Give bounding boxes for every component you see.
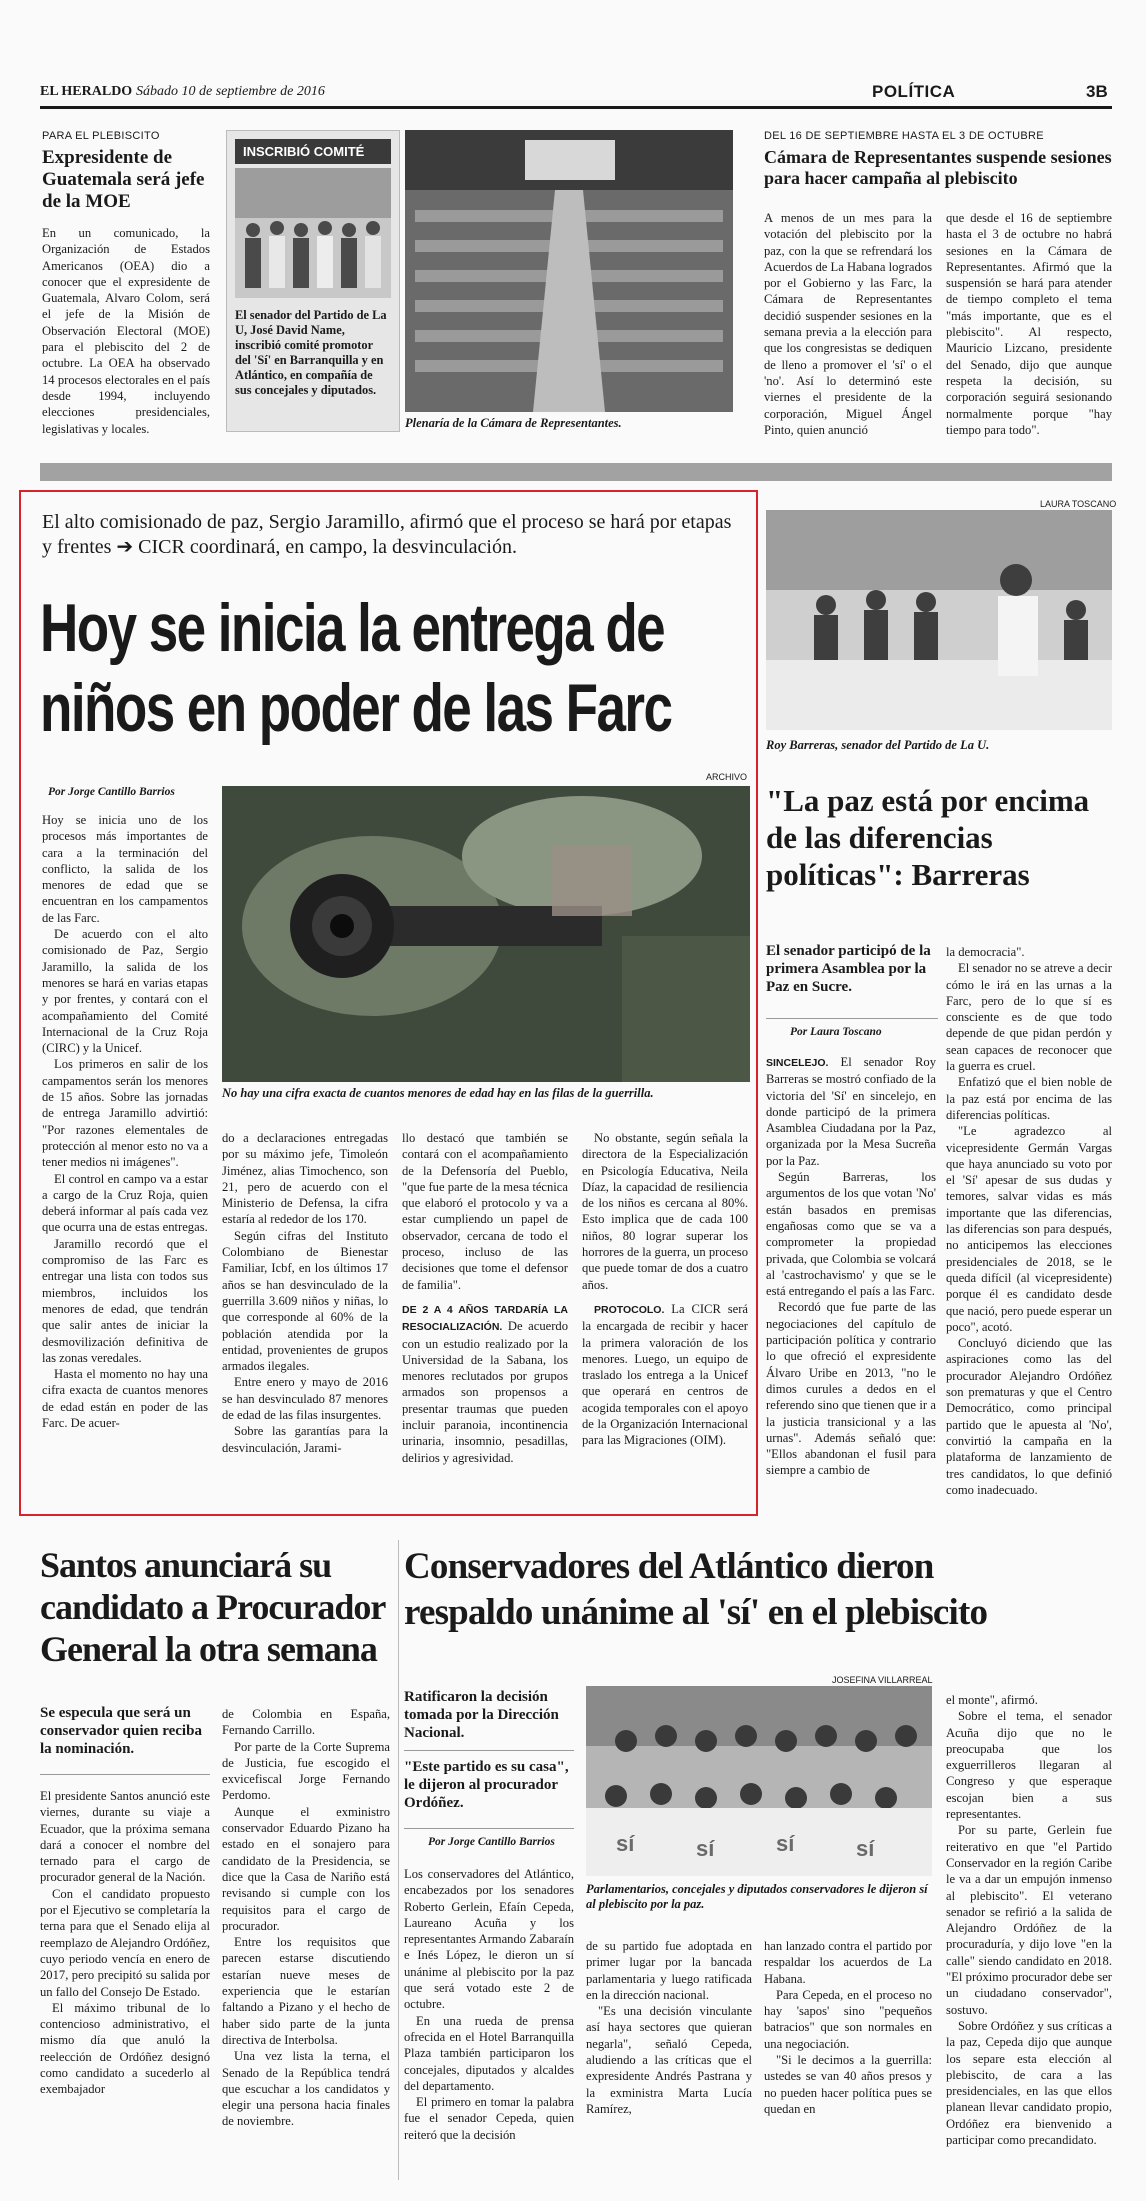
barreras-col1 xyxy=(766,1054,936,1479)
conservadores-col1 xyxy=(404,1866,574,2143)
main-col2-p4: Sobre las garantías para la desvinculación, Jarami- xyxy=(222,1424,388,1455)
main-col2-p2: Según cifras del Instituto Colombiano de Bienestar Familiar, Icbf, en los últimos 17 años se han desvinculado de la guerrilla 3.609 niños y niñas, lo que corresponde al 60% de la población atendida por la entidad, provenientes de grupos armados ilegales. xyxy=(222,1228,388,1374)
conservadores-photo-caption: Parlamentarios, concejales y diputados conservadores le dijeron sí al plebiscito por la paz. xyxy=(586,1882,928,1911)
page-number: 3B xyxy=(1086,82,1108,101)
conservadores-headline-line2: respaldo unánime al 'sí' en el plebiscito xyxy=(404,1592,988,1633)
story-camara xyxy=(764,130,1112,437)
santos-headline: Santos anunciará su candidato a Procurador General la otra semana xyxy=(40,1545,385,1669)
barreras-col2-p4: "Le agradezco al vicepresidente Germán Vargas que haya anunciado su voto por el 'Sí' apesar de sus dudas y temores, salvar vidas es más importante que las diferencias, las diferencias son para después, no anticipemos las elecciones presidenciales de 2018, se le queda difícil (al vicepresidente) porque él es candidato desde que nació, pero puede esperar un poco", acotó. xyxy=(946,1124,1112,1334)
camara-col1: A menos de un mes para la votación del plebiscito por la paz, con la que se refrendará los Acuerdos de La Habana logrados por el Gobierno y las Farc, la Cámara de Representantes decidió suspender sesiones en la semana previa a la elección para que los congresistas se dediquen de lleno a promover el 'sí' o el 'no'. Así lo determinó este viernes el presidente de la corporación, Miguel Ángel Pinto, quien anunció xyxy=(764,211,932,437)
conservadores-col3-p3: "Si le decimos a la guerrilla: ustedes se van 40 años presos y no pueden hacer política pues se quedan en xyxy=(764,2053,932,2116)
conservadores-col4-p4: Sobre Ordóñez y sus críticas a la paz, Cepeda dijo que aunque los separe esta elección al plebiscito, de cara a las presidenciales, en las que ellos planean llevar candidato propio, Ordóñez era bienvenido a participar como precandidato. xyxy=(946,2018,1112,2148)
santos-subhead-rule xyxy=(40,1774,210,1775)
conservadores-quote: "Este partido es su casa", le dijeron al procurador Ordóñez. xyxy=(404,1759,569,1811)
main-col4-subhead: PROTOCOLO. xyxy=(594,1303,665,1316)
conservadores-photo xyxy=(586,1686,932,1876)
main-col1-p3: Los primeros en salir de los campamentos serán los menores de 15 años. Sobre las jornadas de entrega Jaramillo advirtió: "Por razones elementales de protección al menor esto no va a tener medios ni imágenes". xyxy=(42,1057,208,1170)
barreras-col1-p2: Según Barreras, los argumentos de los que votan 'No' están basados en premisas engañosas como que se va a comprometer la propiedad privada, que Colombia se volcará al 'castrochavismo' y que se le está entregando el país a las Farc. xyxy=(766,1170,936,1299)
barreras-col2-p1: la democracia". xyxy=(946,945,1025,959)
camara-col2: que desde el 16 de septiembre hasta el 3 de octubre no habrá sesiones en la Cámara de Representantes. Afirmó que la suspensión se hará para atender de tiempo completo el tema "más importante, que es el plebiscito". Al respecto, Mauricio Lizcano, presidente del Senado, dijo que aunque respeta la decisión, su corporación seguirá sesionando normalmente porque "hay tiempo para todo". xyxy=(946,211,1112,437)
main-col1 xyxy=(42,812,208,1431)
brief-body: En un comunicado, la Organización de Estados Americanos (OEA) dio a conocer que el expresidente de Guatemala, Alvaro Colom, será el jefe de la Misión de Observación Electoral (MOE) para el plebiscito del 2 de octubre. La OEA ha observado 14 procesos electorales en el país desde 1994, incluyendo elecciones presidenciales, legislativas y locales. xyxy=(42,226,210,436)
santos-col2-p2: Por parte de la Corte Suprema de Justicia, fue escogido el exvicefiscal Jorge Fernando Perdomo. xyxy=(222,1739,390,1803)
main-headline xyxy=(40,588,740,758)
conservadores-col1-p3: El primero en tomar la palabra fue el senador Cepeda, quien reiteró que la decisión xyxy=(404,2095,574,2142)
main-photo-caption: No hay una cifra exacta de cuantos menores de edad hay en las filas de la guerrilla. xyxy=(222,1086,654,1100)
santos-col1-p3: El máximo tribunal de lo contencioso administrativo, el mismo día que anuló la reelección de Ordóñez designó como candidato a sucederlo al exembajador xyxy=(40,2000,210,2097)
conservadores-col4-p2: Sobre el tema, el senador Acuña dijo que no le preocupaba que los exguerrilleros llegaran al Congreso y que esperaque escojan bien a sus representantes. xyxy=(946,1709,1112,1822)
main-headline-line1: Hoy se inicia la entrega de xyxy=(40,590,665,666)
santos-subhead: Se especula que será un conservador quien reciba la nominación. xyxy=(40,1705,202,1757)
conservadores-subhead-rule xyxy=(404,1750,574,1751)
conservadores-col3-p1: han lanzado contra el partido por respaldar los acuerdos de La Habana. xyxy=(764,1939,932,1986)
main-photo-credit: ARCHIVO xyxy=(706,772,748,782)
inscribio-box xyxy=(226,130,400,432)
main-headline-line2: niños en poder de las Farc xyxy=(40,670,672,746)
column-divider xyxy=(398,1540,399,2180)
conservadores-quote-rule xyxy=(404,1828,574,1829)
main-col2 xyxy=(222,1130,388,1456)
barreras-col2-p3: Enfatizó que el bien noble de la paz está por encima de las diferencias políticas. xyxy=(946,1075,1112,1122)
santos-col1-p1: El presidente Santos anunció este viernes, durante su viaje a Ecuador, que la próxima semana dará a conocer el nombre del ternado para el cargo de procurador general de la Nación. xyxy=(40,1789,210,1885)
camara-kicker: DEL 16 DE SEPTIEMBRE HASTA EL 3 DE OCTUBRE xyxy=(764,130,1044,142)
plenaria-caption: Plenaría de la Cámara de Representantes. xyxy=(405,416,622,430)
main-col1-p2: De acuerdo con el alto comisionado de Paz, Sergio Jaramillo, la salida de los menores se hará en varias etapas y por frentes, y contará con el acompañamiento del Comité Internacional de la Cruz Roja (CIRC) y la Unicef. xyxy=(42,927,208,1056)
main-col3 xyxy=(402,1130,568,1466)
conservadores-subhead: Ratificaron la decisión tomada por la Dirección Nacional. xyxy=(404,1689,559,1741)
main-byline: Por Jorge Cantillo Barrios xyxy=(48,786,175,798)
barreras-col2 xyxy=(946,944,1112,1498)
conservadores-col2-p1: de su partido fue adoptada en primer lugar por la bancada parlamentaria y luego ratificada en la dirección nacional. xyxy=(586,1939,752,2002)
svg-text:sí: sí xyxy=(696,1836,715,1861)
barreras-col2-p2: El senador no se atreve a decir cómo le irá en las urnas a la Farc, pero de lo que sí es consciente es de que todo depende de que pidan perdón y sean capaces de reconocer que la guerra es cruel. xyxy=(946,961,1112,1074)
barreras-subhead: El senador participó de la primera Asamblea por la Paz en Sucre. xyxy=(766,943,931,995)
main-col3-subhead: DE 2 A 4 AÑOS TARDARÍA LA RESOCIALIZACIÓN. xyxy=(402,1303,568,1334)
inscribio-caption: El senador del Partido de La U, José David Name, inscribió comité promotor del 'Sí' en Barranquilla y en Atlántico, en compañía de sus concejales y diputados. xyxy=(235,308,387,397)
main-col4 xyxy=(582,1130,748,1449)
conservadores-col1-p1: Los conservadores del Atlántico, encabezados por los senadores Roberto Gerlein, Efaín Cepeda, Laureano Acuña y los representantes Armando Zabaraín e Inés López, le dieron un sí unánime al plebiscito por la paz que será votado este 2 de octubre. xyxy=(404,1867,574,2012)
santos-col1 xyxy=(40,1788,210,2098)
conservadores-col2-p2: "Es una decisión vinculante así haya sectores que quieran negarla", señaló Cepeda, aludiendo a las críticas que el expresidente Andrés Pastrana y la exministra Marta Lucía Ramírez, xyxy=(586,2004,752,2116)
barreras-byline-rule xyxy=(766,1018,938,1019)
main-col1-p1: Hoy se inicia uno de los procesos más importantes de cara a la terminación del conflicto, la salida de los menores de edad que se encuentran en los campamentos de las Farc. xyxy=(42,813,208,925)
conservadores-photo-credit: JOSEFINA VILLARREAL xyxy=(832,1675,933,1685)
main-col3-after: De acuerdo con un estudio realizado por la Universidad de la Sabana, los menores reclutados por grupos armados son propensos a presentar traumas que pueden incluir paranoia, incontinencia urinaria, insomnio, pesadillas, delirios y agresividad. xyxy=(402,1319,568,1465)
santos-col2 xyxy=(222,1706,390,2130)
conservadores-byline: Por Jorge Cantillo Barrios xyxy=(428,1836,555,1848)
main-col1-p6: Hasta el momento no hay una cifra exacta de cuantos menores de edad están en poder de las Farc. De acuer- xyxy=(42,1367,208,1430)
masthead xyxy=(40,80,1112,104)
barreras-photo xyxy=(766,510,1112,730)
conservadores-headline-line1: Conservadores del Atlántico dieron xyxy=(404,1546,934,1587)
main-col4-p1: No obstante, según señala la directora de la Especialización en Psicología Educativa, Neila Díaz, la capacidad de resiliencia de los niños es cercana al 80%. Esto implica que de cada 100 niños, 80 lograr superar los horrores de la guerra, un proceso que puede tomar de dos a cuatro años. xyxy=(582,1131,748,1292)
main-col4-section xyxy=(582,1301,748,1449)
barreras-byline: Por Laura Toscano xyxy=(790,1026,882,1038)
issue-date: Sábado 10 de septiembre de 2016 xyxy=(136,84,325,99)
brief-moe xyxy=(42,130,210,437)
main-col1-p5: Jaramillo recordó que el compromiso de las Farc es entregar una lista con todos sus miembros, incluidos los menores de edad, que tendrán que salir antes de iniciar la desmovilización definitiva de las zonas veredales. xyxy=(42,1236,208,1365)
main-col4-after: La CICR será la encargada de recibir y hacer la primera valoración de los menores. Luego, un equipo de traslado los entrega a la Unicef que operará en centros de acogida temporales con el apoyo de la Organización Internacional para las Migraciones (OIM). xyxy=(582,1301,749,1448)
barreras-col2-p5: Concluyó diciendo que las aspiraciones como las del procurador Alejandro Ordóñez son prematuras y que el Centro Democrático, como principal partido que le apuesta al 'No', convirtió la campaña en la plataforma de lanzamiento de tres candidatos, lo que definió como inadecuado. xyxy=(946,1336,1112,1497)
conservadores-col4-p1: el monte", afirmó. xyxy=(946,1693,1038,1707)
inscribio-label: INSCRIBIÓ COMITÉ xyxy=(235,139,391,164)
santos-col1-p2: Con el candidato propuesto por el Ejecutivo se completaría la terna para que el Senado elija al reemplazo de Alejandro Ordóñez, cuyo periodo vencía en enero de 2017, pero precipitó su salida por un fallo del Consejo De Estado. xyxy=(40,1886,210,1999)
main-deck: El alto comisionado de paz, Sergio Jaramillo, afirmó que el proceso se hará por etapas y frentes ➔ CICR coordinará, en campo, la desvinculación. xyxy=(42,511,732,558)
santos-col2-p1: de Colombia en España, Fernando Carrillo. xyxy=(222,1707,390,1738)
barreras-col1-p1 xyxy=(766,1054,936,1169)
paper-name: EL HERALDO xyxy=(40,84,133,99)
section-name: POLÍTICA xyxy=(872,82,956,101)
masthead-rule xyxy=(40,106,1112,109)
inscribio-photo xyxy=(235,168,391,298)
conservadores-col3 xyxy=(764,1938,932,2117)
barreras-col1-p1-text: El senador Roy Barreras se mostró confiado de la victoria del 'Sí' en sincelejo, en donde participó de la primera Asamblea Ciudadana por la Paz, organizada por la Mesa Sucreña por la Paz. xyxy=(766,1055,936,1168)
barreras-headline: "La paz está por encima de las diferencias políticas": Barreras xyxy=(766,783,1090,892)
conservadores-col2 xyxy=(586,1938,752,2117)
main-col2-p1: do a declaraciones entregadas por su máximo jefe, Timoleón Jiménez, alias Timochenco, son 21, pero de acuerdo con el Ministerio de Defensa, la cifra estaría al rededor de los 170. xyxy=(222,1131,388,1227)
santos-col2-p5: Una vez lista la terna, el Senado de la República tendrá que escuchar a los candidatos y elegir una persona hacia finales de noviembre. xyxy=(222,2049,390,2129)
conservadores-col4-p3: Por su parte, Gerlein fue reiterativo en que "el Partido Conservador en la región Caribe le va a dar un empujón inmenso al plebiscito". El veterano senador se refirió a la salida de Alejandro Ordóñez de la procuraduría, y dijo love "en la calle" siendo candidato en 2018. "El próximo procurador debe ser un ciudadano conservador", sostuvo. xyxy=(946,1823,1112,2017)
conservadores-col4 xyxy=(946,1692,1112,2148)
main-col1-p4: El control en campo va a estar a cargo de la Cruz Roja, quien deberá informar al país cada vez que ocurra una de estas entregas. xyxy=(42,1171,208,1235)
brief-kicker: PARA EL PLEBISCITO xyxy=(42,130,160,142)
plenaria-photo xyxy=(405,130,733,412)
brief-headline: Expresidente de Guatemala será jefe de la MOE xyxy=(42,147,205,212)
camara-headline: Cámara de Representantes suspende sesiones para hacer campaña al plebiscito xyxy=(764,147,1112,188)
barreras-photo-credit: LAURA TOSCANO xyxy=(1040,499,1117,509)
main-col3-section xyxy=(402,1301,568,1466)
barreras-dateline: SINCELEJO. xyxy=(766,1057,829,1069)
svg-text:sí: sí xyxy=(856,1836,875,1861)
svg-text:sí: sí xyxy=(776,1831,795,1856)
barreras-photo-caption: Roy Barreras, senador del Partido de La U. xyxy=(766,738,990,752)
svg-text:sí: sí xyxy=(616,1831,635,1856)
barreras-col1-p3: Recordó que fue parte de las negociaciones del capítulo de participación política y contrario lo que ofreció el expresidente Álvaro Uribe en 2013, "no le dimos curules a dedos en el referendo sino que tienen que ir a la justicia transicional y a las urnas". Además señaló que: "Ellos abandonan el fusil para siempre a cambio de xyxy=(766,1300,936,1478)
santos-col2-p3: Aunque el exministro conservador Eduardo Pizano ha estado en el sonajero para candidato de la Presidencia, se dice que la Casa de Nariño está revisando si cumple con los requisitos para el cargo de procurador. xyxy=(222,1804,390,1933)
main-col3-p1: llo destacó que también se contará con el acompañamiento de la Defensoría del Pueblo, "que fue parte de la mesa técnica que elaboró el protocolo y va a estar cumpliendo un papel de observador, cercana de todo el proceso, incluso de las decisiones que tome el defensor de familia". xyxy=(402,1131,568,1292)
santos-col2-p4: Entre los requisitos que parecen estarse discutiendo estarían nueve meses de experiencia que le estarían faltando a Pizano y el hecho de haber sido parte de la junta directiva de Interbolsa. xyxy=(222,1935,390,2047)
main-photo xyxy=(222,786,750,1082)
conservadores-col3-p2: Para Cepeda, en el proceso no hay 'sapos' sino "pequeños batracios" que son normales en una negociación. xyxy=(764,1987,932,2051)
conservadores-col1-p2: En una rueda de prensa ofrecida en el Hotel Barranquilla Plaza también participaron los concejales, diputados y alcaldes del departamento. xyxy=(404,2013,574,2093)
main-col2-p3: Entre enero y mayo de 2016 se han desvinculado 87 menores de edad de las filas insurgentes. xyxy=(222,1375,388,1423)
conservadores-headline xyxy=(404,1544,1112,1636)
section-band xyxy=(40,463,1112,481)
